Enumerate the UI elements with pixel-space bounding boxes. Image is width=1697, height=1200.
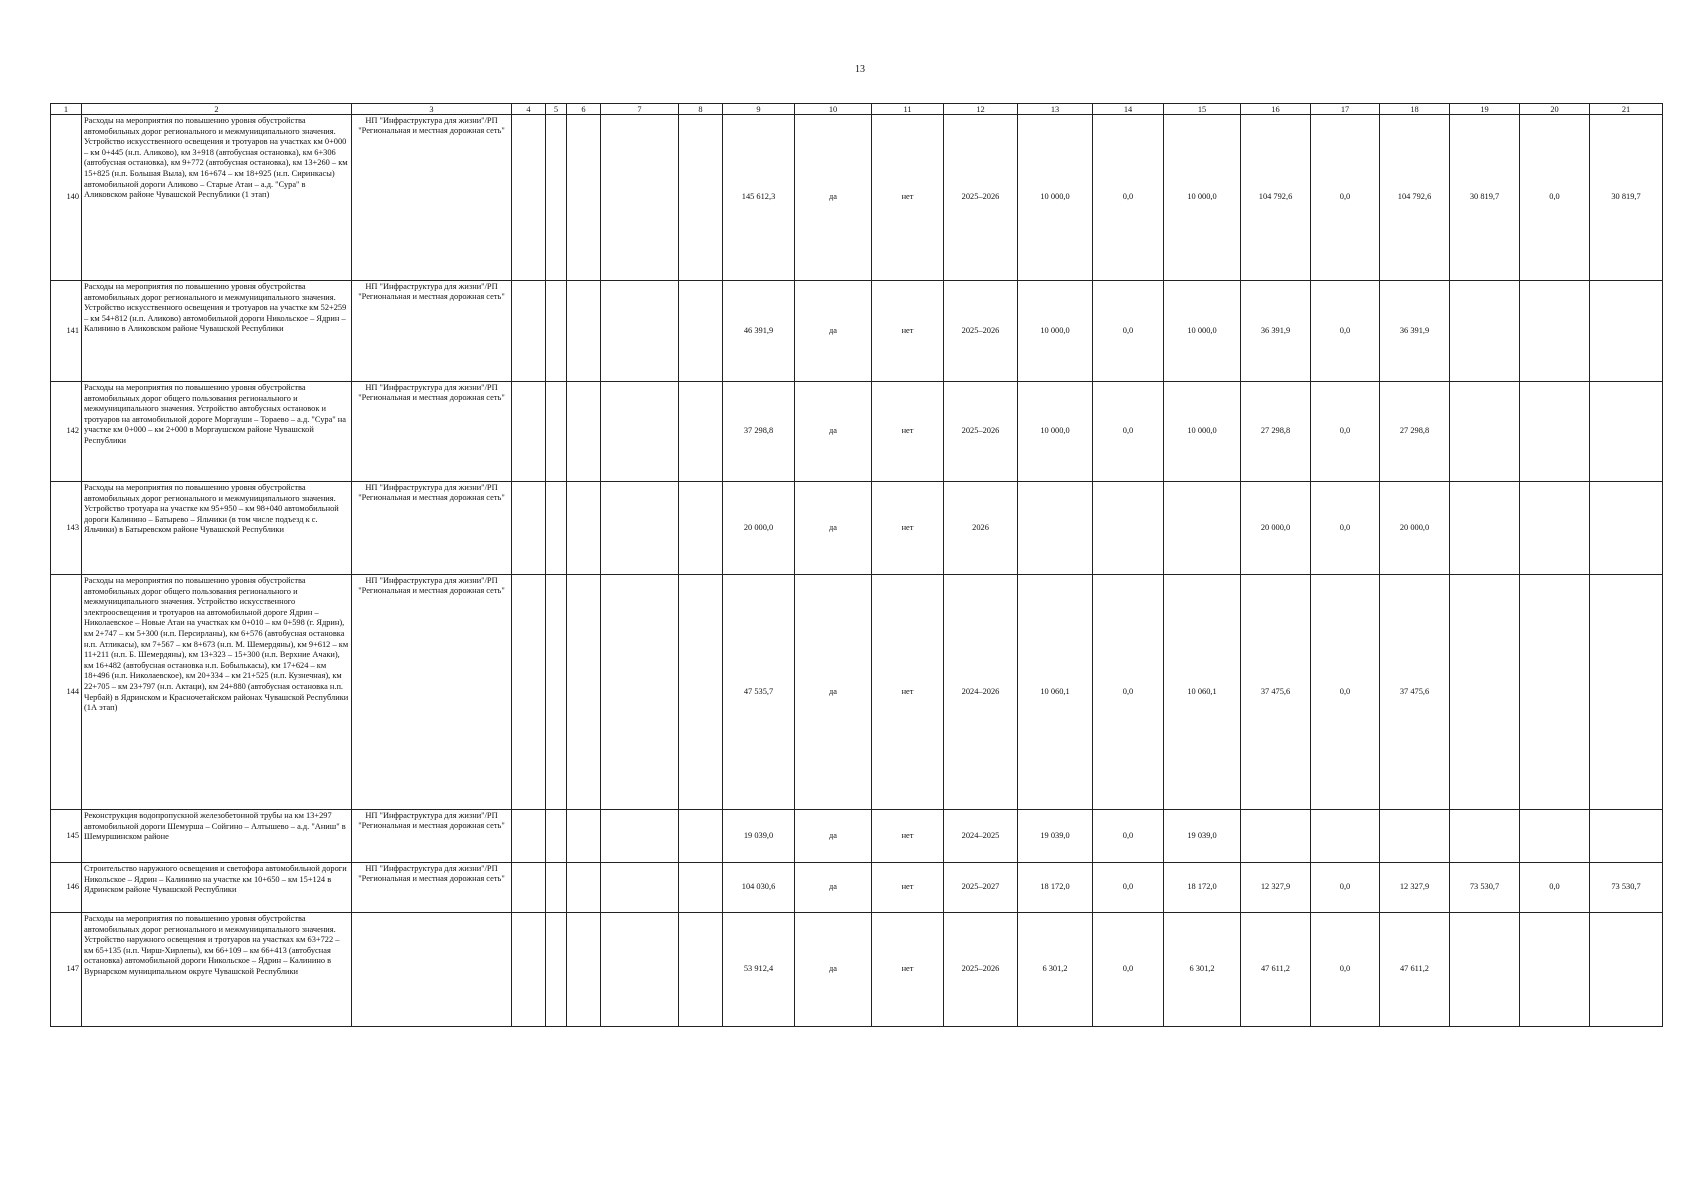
cell-c21 [1590, 913, 1663, 1027]
cell-c16 [1241, 810, 1311, 863]
column-header-8: 8 [679, 104, 723, 115]
executor: НП "Инфраструктура для жизни"/РП "Региональная и местная дорожная сеть" [352, 281, 512, 382]
cell-c5 [546, 863, 567, 913]
cell-c13: 10 000,0 [1018, 281, 1093, 382]
column-header-17: 17 [1311, 104, 1380, 115]
cell-c20 [1520, 810, 1590, 863]
data-table [50, 103, 1663, 1027]
cell-c21 [1590, 482, 1663, 575]
cell-c14: 0,0 [1093, 810, 1164, 863]
measure-name: Расходы на мероприятия по повышению уровня обустройства автомобильных дорог регионального и межмуниципального значения. Устройство тротуара на участке км 95+950 – км 98+040 автомобильной дороги Калинино – Батырево – Яльчики (в том числе подъезд к с. Яльчики) в Батыревском районе Чувашской Республики [82, 482, 352, 575]
table-row [51, 810, 1663, 863]
column-header-19: 19 [1450, 104, 1520, 115]
cell-c11: нет [872, 482, 944, 575]
cell-c11: нет [872, 575, 944, 810]
cell-c11: нет [872, 810, 944, 863]
executor: НП "Инфраструктура для жизни"/РП "Региональная и местная дорожная сеть" [352, 810, 512, 863]
cell-c12: 2024–2025 [944, 810, 1018, 863]
cell-c12: 2026 [944, 482, 1018, 575]
cell-c7 [601, 281, 679, 382]
cell-c14: 0,0 [1093, 863, 1164, 913]
column-header-7: 7 [601, 104, 679, 115]
cell-c12: 2025–2026 [944, 913, 1018, 1027]
cell-c16: 20 000,0 [1241, 482, 1311, 575]
cell-c14: 0,0 [1093, 575, 1164, 810]
cell-c4 [512, 281, 546, 382]
cell-c10: да [795, 482, 872, 575]
cell-c13: 10 000,0 [1018, 382, 1093, 482]
cell-c6 [567, 382, 601, 482]
cell-c14: 0,0 [1093, 913, 1164, 1027]
table-row [51, 115, 1663, 281]
cell-c8 [679, 810, 723, 863]
cell-c7 [601, 575, 679, 810]
cell-c20 [1520, 382, 1590, 482]
table-row [51, 575, 1663, 810]
cell-c18: 12 327,9 [1380, 863, 1450, 913]
table-row [51, 482, 1663, 575]
cell-c5 [546, 382, 567, 482]
cell-c4 [512, 810, 546, 863]
cell-c16: 27 298,8 [1241, 382, 1311, 482]
cell-c17: 0,0 [1311, 863, 1380, 913]
cell-c12: 2025–2026 [944, 115, 1018, 281]
cell-c16: 36 391,9 [1241, 281, 1311, 382]
cell-c8 [679, 863, 723, 913]
executor: НП "Инфраструктура для жизни"/РП "Региональная и местная дорожная сеть" [352, 863, 512, 913]
cell-c10: да [795, 382, 872, 482]
cell-c15: 10 060,1 [1164, 575, 1241, 810]
cell-c6 [567, 281, 601, 382]
cell-c21 [1590, 382, 1663, 482]
cell-c5 [546, 115, 567, 281]
cell-c7 [601, 482, 679, 575]
measure-name: Расходы на мероприятия по повышению уровня обустройства автомобильных дорог общего пользования регионального и межмуниципального значения. Устройство автобусных остановок и тротуаров на автомобильной дороге Моргауши – Тораево – а.д. "Сура" на участке км 0+000 – км 2+000 в Моргаушском районе Чувашской Республики [82, 382, 352, 482]
cell-c7 [601, 115, 679, 281]
cell-c6 [567, 913, 601, 1027]
cell-c7 [601, 913, 679, 1027]
cell-c13: 19 039,0 [1018, 810, 1093, 863]
cell-c10: да [795, 281, 872, 382]
cell-c14 [1093, 482, 1164, 575]
cell-c8 [679, 482, 723, 575]
cell-c15: 6 301,2 [1164, 913, 1241, 1027]
cell-c13: 10 000,0 [1018, 115, 1093, 281]
cell-c16: 47 611,2 [1241, 913, 1311, 1027]
cell-c17 [1311, 810, 1380, 863]
cell-c14: 0,0 [1093, 382, 1164, 482]
cell-c8 [679, 281, 723, 382]
cell-c18: 27 298,8 [1380, 382, 1450, 482]
cell-c15: 19 039,0 [1164, 810, 1241, 863]
cell-c7 [601, 863, 679, 913]
cell-c18: 20 000,0 [1380, 482, 1450, 575]
cell-c10: да [795, 575, 872, 810]
cell-c17: 0,0 [1311, 115, 1380, 281]
cell-c9: 104 030,6 [723, 863, 795, 913]
row-number: 140 [51, 115, 82, 281]
cell-c5 [546, 575, 567, 810]
column-header-14: 14 [1093, 104, 1164, 115]
executor: НП "Инфраструктура для жизни"/РП "Региональная и местная дорожная сеть" [352, 575, 512, 810]
cell-c14: 0,0 [1093, 281, 1164, 382]
cell-c19 [1450, 810, 1520, 863]
cell-c18: 47 611,2 [1380, 913, 1450, 1027]
measure-name: Реконструкция водопропускной железобетонной трубы на км 13+297 автомобильной дороги Шемурша – Сойгино – Алтышево – а.д. "Аниш" в Шемуршинском районе [82, 810, 352, 863]
column-header-16: 16 [1241, 104, 1311, 115]
cell-c19 [1450, 382, 1520, 482]
cell-c5 [546, 913, 567, 1027]
measure-name: Расходы на мероприятия по повышению уровня обустройства автомобильных дорог регионального и межмуниципального значения. Устройство наружного освещения и тротуаров на участках км 63+722 – км 65+135 (н.п. Чирш-Хирлепы), км 66+109 – км 66+413 (автобусная остановка) автомобильной дороги Никольское – Ядрин – Калинино в Вурнарском муниципальном округе Чувашской Республики [82, 913, 352, 1027]
column-header-13: 13 [1018, 104, 1093, 115]
executor [352, 913, 512, 1027]
cell-c11: нет [872, 863, 944, 913]
measure-name: Расходы на мероприятия по повышению уровня обустройства автомобильных дорог регионального и межмуниципального значения. Устройство искусственного освещения и тротуаров на участках км 0+000 – км 0+445 (н.п. Аликово), км 3+918 (автобусная остановка), км 6+306 (автобусная остановка), км 9+772 (автобусная остановка), км 13+260 – км 15+825 (н.п. Большая Выла), км 16+674 – км 18+925 (н.п. Сиринкасы) автомобильной дороги Аликово – Старые Атаи – а.д. "Сура" в Аликовском районе Чувашской Республики (1 этап) [82, 115, 352, 281]
cell-c15: 10 000,0 [1164, 281, 1241, 382]
executor: НП "Инфраструктура для жизни"/РП "Региональная и местная дорожная сеть" [352, 382, 512, 482]
table-row [51, 382, 1663, 482]
column-header-9: 9 [723, 104, 795, 115]
cell-c14: 0,0 [1093, 115, 1164, 281]
row-number: 144 [51, 575, 82, 810]
cell-c9: 37 298,8 [723, 382, 795, 482]
column-header-15: 15 [1164, 104, 1241, 115]
cell-c8 [679, 575, 723, 810]
cell-c15: 10 000,0 [1164, 115, 1241, 281]
cell-c5 [546, 281, 567, 382]
row-number: 146 [51, 863, 82, 913]
cell-c4 [512, 575, 546, 810]
cell-c19 [1450, 482, 1520, 575]
cell-c18: 104 792,6 [1380, 115, 1450, 281]
cell-c5 [546, 482, 567, 575]
cell-c4 [512, 115, 546, 281]
cell-c10: да [795, 913, 872, 1027]
cell-c18: 37 475,6 [1380, 575, 1450, 810]
cell-c19: 73 530,7 [1450, 863, 1520, 913]
row-number: 147 [51, 913, 82, 1027]
cell-c20: 0,0 [1520, 115, 1590, 281]
cell-c16: 104 792,6 [1241, 115, 1311, 281]
cell-c9: 46 391,9 [723, 281, 795, 382]
cell-c10: да [795, 810, 872, 863]
cell-c15: 18 172,0 [1164, 863, 1241, 913]
cell-c17: 0,0 [1311, 913, 1380, 1027]
column-header-12: 12 [944, 104, 1018, 115]
row-number: 145 [51, 810, 82, 863]
cell-c11: нет [872, 382, 944, 482]
cell-c9: 20 000,0 [723, 482, 795, 575]
cell-c17: 0,0 [1311, 575, 1380, 810]
column-header-1: 1 [51, 104, 82, 115]
page-number: 13 [855, 64, 865, 75]
row-number: 143 [51, 482, 82, 575]
column-header-2: 2 [82, 104, 352, 115]
cell-c9: 145 612,3 [723, 115, 795, 281]
cell-c10: да [795, 115, 872, 281]
measure-name: Строительство наружного освещения и светофора автомобильной дороги Никольское – Ядрин – Калинино на участке км 10+650 – км 15+124 в Ядринском районе Чувашской Республики [82, 863, 352, 913]
column-header-6: 6 [567, 104, 601, 115]
cell-c9: 19 039,0 [723, 810, 795, 863]
cell-c6 [567, 115, 601, 281]
cell-c13: 6 301,2 [1018, 913, 1093, 1027]
column-header-4: 4 [512, 104, 546, 115]
cell-c4 [512, 863, 546, 913]
cell-c9: 53 912,4 [723, 913, 795, 1027]
cell-c21: 73 530,7 [1590, 863, 1663, 913]
cell-c8 [679, 382, 723, 482]
table-row [51, 863, 1663, 913]
cell-c6 [567, 810, 601, 863]
cell-c12: 2025–2026 [944, 281, 1018, 382]
cell-c6 [567, 575, 601, 810]
cell-c4 [512, 382, 546, 482]
table-row [51, 913, 1663, 1027]
cell-c8 [679, 115, 723, 281]
cell-c20 [1520, 575, 1590, 810]
cell-c21: 30 819,7 [1590, 115, 1663, 281]
cell-c19 [1450, 575, 1520, 810]
cell-c19 [1450, 913, 1520, 1027]
row-number: 141 [51, 281, 82, 382]
cell-c10: да [795, 863, 872, 913]
cell-c21 [1590, 810, 1663, 863]
column-header-21: 21 [1590, 104, 1663, 115]
cell-c21 [1590, 281, 1663, 382]
cell-c18: 36 391,9 [1380, 281, 1450, 382]
cell-c4 [512, 913, 546, 1027]
cell-c17: 0,0 [1311, 281, 1380, 382]
cell-c17: 0,0 [1311, 382, 1380, 482]
column-header-11: 11 [872, 104, 944, 115]
cell-c11: нет [872, 115, 944, 281]
cell-c4 [512, 482, 546, 575]
cell-c15: 10 000,0 [1164, 382, 1241, 482]
cell-c17: 0,0 [1311, 482, 1380, 575]
cell-c19 [1450, 281, 1520, 382]
cell-c20 [1520, 281, 1590, 382]
cell-c15 [1164, 482, 1241, 575]
cell-c13: 10 060,1 [1018, 575, 1093, 810]
column-header-20: 20 [1520, 104, 1590, 115]
cell-c13 [1018, 482, 1093, 575]
cell-c20 [1520, 482, 1590, 575]
cell-c12: 2025–2026 [944, 382, 1018, 482]
cell-c8 [679, 913, 723, 1027]
cell-c5 [546, 810, 567, 863]
column-header-10: 10 [795, 104, 872, 115]
cell-c19: 30 819,7 [1450, 115, 1520, 281]
row-number: 142 [51, 382, 82, 482]
header-row [51, 104, 1663, 115]
column-header-5: 5 [546, 104, 567, 115]
cell-c13: 18 172,0 [1018, 863, 1093, 913]
cell-c11: нет [872, 913, 944, 1027]
cell-c7 [601, 382, 679, 482]
cell-c12: 2024–2026 [944, 575, 1018, 810]
executor: НП "Инфраструктура для жизни"/РП "Региональная и местная дорожная сеть" [352, 115, 512, 281]
cell-c16: 37 475,6 [1241, 575, 1311, 810]
column-header-3: 3 [352, 104, 512, 115]
cell-c20 [1520, 913, 1590, 1027]
cell-c21 [1590, 575, 1663, 810]
cell-c16: 12 327,9 [1241, 863, 1311, 913]
cell-c7 [601, 810, 679, 863]
cell-c9: 47 535,7 [723, 575, 795, 810]
executor: НП "Инфраструктура для жизни"/РП "Региональная и местная дорожная сеть" [352, 482, 512, 575]
cell-c6 [567, 863, 601, 913]
cell-c6 [567, 482, 601, 575]
cell-c12: 2025–2027 [944, 863, 1018, 913]
cell-c11: нет [872, 281, 944, 382]
cell-c20: 0,0 [1520, 863, 1590, 913]
measure-name: Расходы на мероприятия по повышению уровня обустройства автомобильных дорог регионального и межмуниципального значения. Устройство искусственного освещения и тротуаров на участке км 52+259 – км 54+812 (н.п. Аликово) автомобильной дороги Никольское – Ядрин – Калинино в Аликовском районе Чувашской Республики [82, 281, 352, 382]
table-row [51, 281, 1663, 382]
cell-c18 [1380, 810, 1450, 863]
measure-name: Расходы на мероприятия по повышению уровня обустройства автомобильных дорог общего пользования регионального и межмуниципального значения. Устройство искусственного электроосвещения и тротуаров на автомобильной дороге Ядрин – Николаевское – Новые Атаи на участках км 0+010 – км 0+598 (г. Ядрин), км 2+747 – км 5+300 (н.п. Персирланы), км 6+576 (автобусная остановка н.п. Атликасы), км 7+567 – км 8+673 (н.п. М. Шемердяны), км 9+612 – км 11+211 (н.п. Б. Шемердяны), км 13+323 – 15+300 (н.п. Верхние Ачаки), км 16+482 (автобусная остановка н.п. Бобылькасы), км 17+624 – км 18+496 (н.п. Николаевское), км 20+334 – км 21+525 (н.п. Кузнечная), км 22+705 – км 23+797 (н.п. Актаци), км 24+880 (автобусная остановка н.п. Чербай) в Ядринском и Красночетайском районах Чувашской Республики (1А этап) [82, 575, 352, 810]
column-header-18: 18 [1380, 104, 1450, 115]
